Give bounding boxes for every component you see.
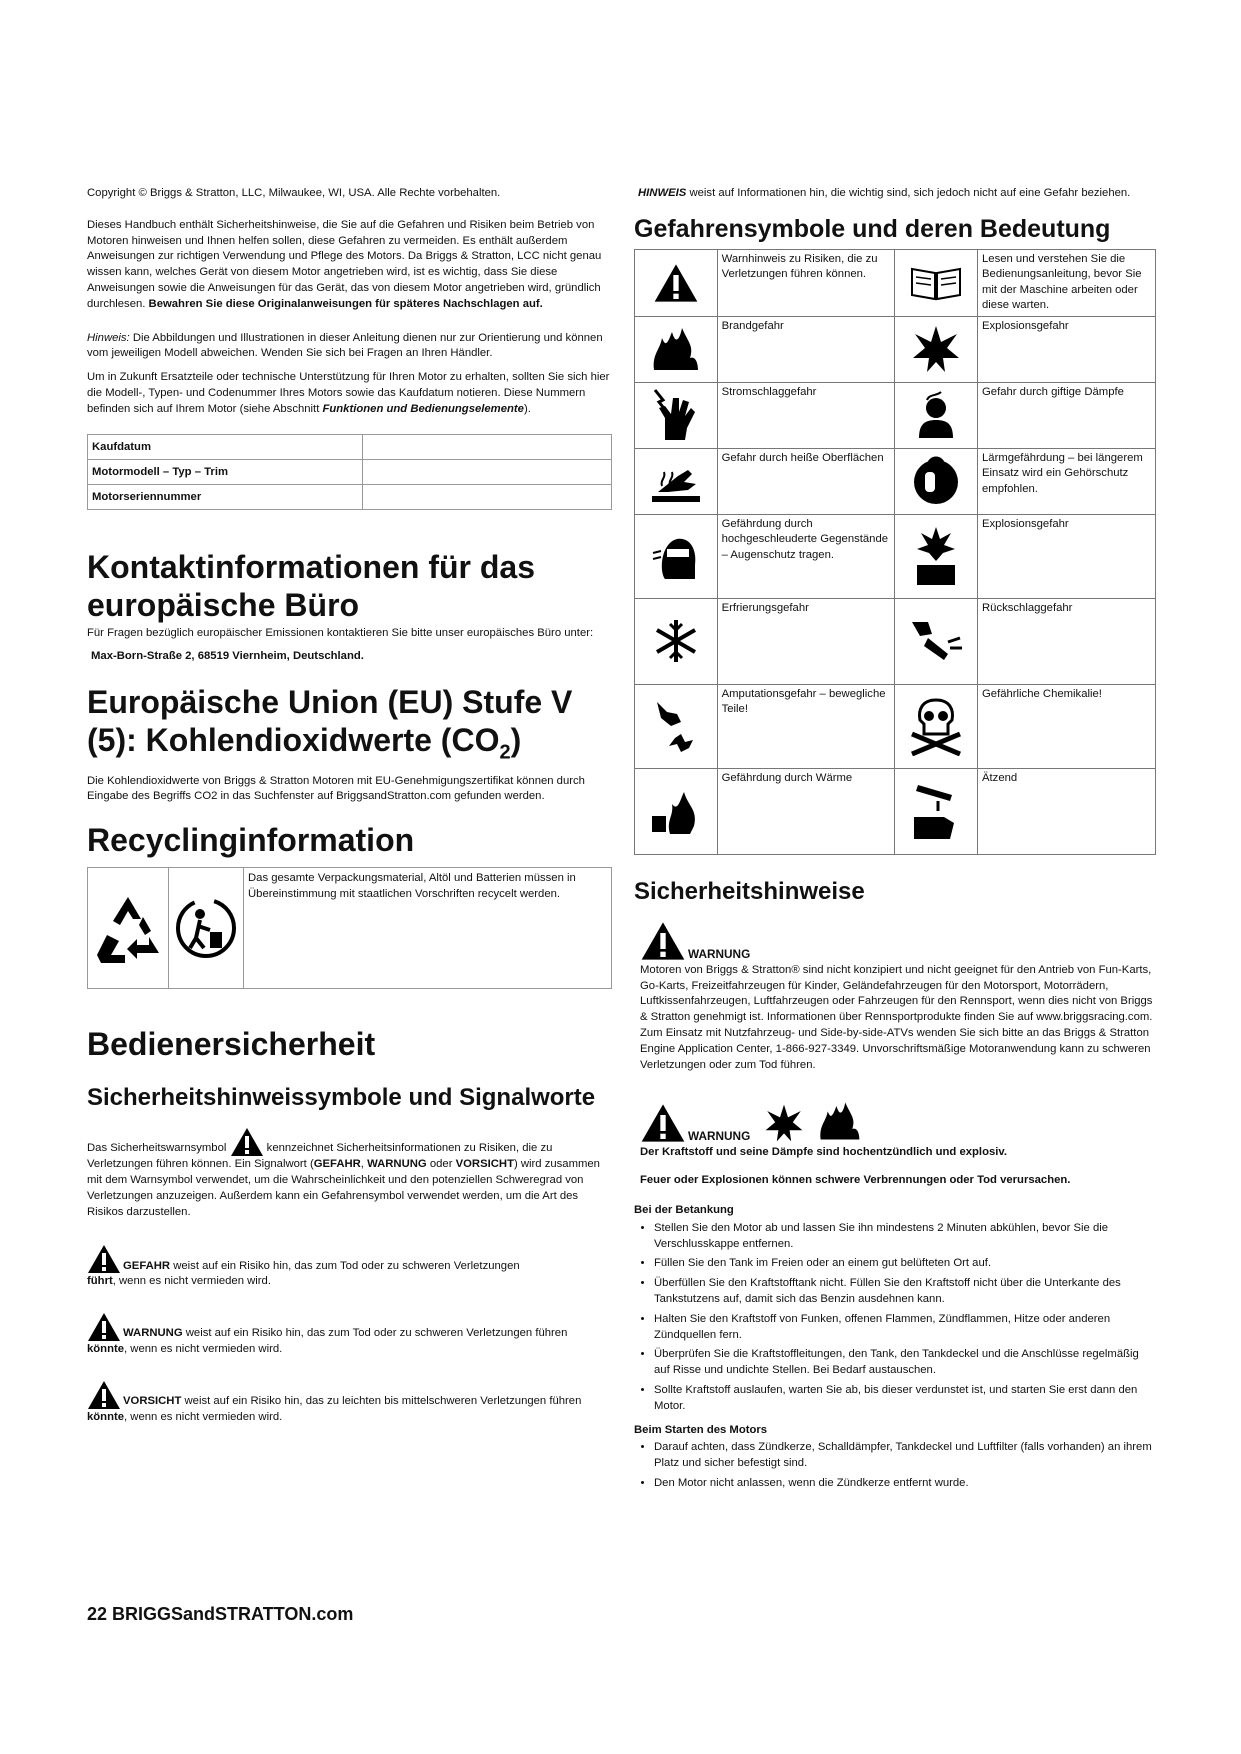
symbols-heading: Sicherheitshinweissymbole und Signalworte: [87, 1084, 596, 1112]
list-item: • Überprüfen Sie die Kraftstoffleitungen, den Tank, den Tankdeckel und die Anschlüsse regelmäßig auf Risse und undichte Stellen. Bei Bedarf austauschen.: [654, 1347, 1156, 1379]
contact-address: Max-Born-Straße 2, 68519 Viernheim, Deutschland.: [91, 650, 364, 663]
table-row: Gefahr durch heiße Oberflächen Lärmgefährdung – bei längerem Einsatz wird ein Gehörschutz empfohlen.: [635, 448, 1156, 514]
gefahr-definition: GEFAHR weist auf ein Risiko hin, das zum Tod oder zu schweren Verletzungen führt, wenn es nicht vermieden wird.: [87, 1244, 612, 1290]
symbols-paragraph: Das Sicherheitswarnsymbol kennzeichnet Sicherheitsinformationen zu Risiken, die zu Verletzungen führen können. Ein Signalwort (GEFAHR, WARNUNG oder VORSICHT) wird zusammen mit dem Warnsymbol verwendet, um die Wahrscheinlichkeit und den potenziellen Schweregrad von Verletzungen anzuzeigen. Außerdem kann ein Gefahrensymbol verwendet werden, um die Art des Risikos darzustellen.: [87, 1127, 612, 1220]
recycling-table: [87, 867, 612, 989]
parts-paragraph: Um in Zukunft Ersatzteile oder technische Unterstützung für Ihren Motor zu erhalten, sollten Sie sich hier die Modell-, Typen- und Codenummer Ihres Motors sowie das Kaufdatum notieren. Diese Nummern befinden sich auf Ihrem Motor (siehe Abschnitt Funktionen und Bedienungselemente).: [87, 371, 610, 415]
warning-triangle-icon: [87, 1312, 121, 1342]
eye-protection-icon: [635, 514, 718, 598]
warning-triangle-icon: [87, 1380, 121, 1410]
amputation-icon: [635, 684, 718, 768]
warning-block-2: WARNUNG Der Kraftstoff und seine Dämpfe sind hochentzündlich und explosiv. Feuer oder Explosionen können schwere Verbrennungen oder Tod verursachen.: [634, 1099, 1156, 1189]
list-item: • Den Motor nicht anlassen, wenn die Zündkerze entfernt wurde.: [654, 1476, 1156, 1492]
toxic-fumes-icon: [895, 382, 978, 448]
page-footer: 22 BRIGGSandSTRATTON.com: [87, 1604, 354, 1624]
intro-paragraph: Dieses Handbuch enthält Sicherheitshinweise, die Sie auf die Gefahren und Risiken beim Betrieb von Motoren hinweisen und Ihnen helfen sollen, diese Gefahren zu vermeiden. Es enthält außerdem Anweisungen zur richtigen Verwendung und Pflege des Motors. Da Briggs & Stratton, LCC nicht genau wissen kann, welches Gerät von diesem Motor angetrieben wird, ist es wichtig, dass Sie diese Anweisungen sowie die Anweisungen für das Gerät, das von diesem Motor angetrieben wird, gründlich durchlesen. Bewahren Sie diese Originalanweisungen für späteres Nachschlagen auf.: [87, 218, 602, 310]
warning-triangle-icon: [635, 249, 718, 316]
list-item: • Stellen Sie den Motor ab und lassen Sie ihn mindestens 2 Minuten abkühlen, bevor Sie die Verschlusskappe entfernen.: [654, 1221, 1156, 1253]
list-item: • Sollte Kraftstoff auslaufen, warten Sie ab, bis dieser verdunstet ist, und starten Sie erst dann den Motor.: [654, 1383, 1156, 1415]
recycle-icon: [88, 868, 169, 989]
list-item: • Überfüllen Sie den Kraftstofftank nicht. Füllen Sie den Kraftstoff nicht über die Unterkante des Tankstutzens auf, damit sich das Benzin ausdehnen kann.: [654, 1276, 1156, 1308]
table-row: Motormodell – Typ – Trim: [88, 459, 612, 484]
model-field[interactable]: [363, 459, 612, 484]
list-item: • Füllen Sie den Tank im Freien oder an einem gut belüfteten Ort auf.: [654, 1256, 1156, 1272]
warning-triangle-icon: [230, 1127, 264, 1157]
warning-block-1: WARNUNG Motoren von Briggs & Stratton® sind nicht konzipiert und nicht geeignet für den Antrieb von Fun-Karts, Go-Karts, Freizeitfahrzeugen für Kinder, Geländefahrzeugen für den Motorsport, Motorrädern, Luftkissenfahrzeugen, Luftfahrzeugen oder Fahrzeugen für den Rennsport, wenn dies nicht von Briggs & Stratton genehmigt ist. Informationen über Rennsportprodukte finden Sie auf www.briggsracing.com. Zum Einsatz mit Nutzfahrzeug- und Side-by-side-ATVs wenden Sie sich bitte an das Briggs & Stratton Engine Application Center, 1-866-927-3349. Unvorschriftsmäßige Motoranwendung kann zu schweren Verletzungen oder zum Tod führen.: [634, 921, 1156, 1074]
copyright: Copyright © Briggs & Stratton, LLC, Milwaukee, WI, USA. Alle Rechte vorbehalten.: [87, 187, 501, 199]
left-column: [87, 186, 612, 1426]
corrosive-icon: [895, 768, 978, 854]
hearing-protection-icon: [895, 448, 978, 514]
skull-crossbones-icon: [895, 684, 978, 768]
table-row: Erfrierungsgefahr Rückschlaggefahr: [635, 598, 1156, 684]
serial-field[interactable]: [363, 484, 612, 509]
warning-triangle-icon: [640, 921, 686, 961]
warning-triangle-icon: [87, 1244, 121, 1274]
eu-text: Die Kohlendioxidwerte von Briggs & Stratton Motoren mit EU-Genehmigungszertifikat können durch Eingabe des Begriffs CO2 in das Suchfenster auf BriggsandStratton.com gefunden werden.: [87, 774, 585, 803]
safety-heading: Sicherheitshinweise: [634, 877, 865, 905]
vorsicht-definition: VORSICHT weist auf ein Risiko hin, das zu leichten bis mittelschweren Verletzungen führen könnte, wenn es nicht vermieden wird.: [87, 1380, 612, 1426]
table-row: Amputationsgefahr – bewegliche Teile! Gefährliche Chemikalie!: [635, 684, 1156, 768]
recycling-heading: Recyclinginformation: [87, 822, 415, 859]
recycling-text: Das gesamte Verpackungsmaterial, Altöl und Batterien müssen in Übereinstimmung mit staatlichen Vorschriften recycelt werden.: [244, 868, 612, 989]
fire-icon: [635, 316, 718, 382]
table-row: Warnhinweis zu Risiken, die zu Verletzungen führen können. Lesen und verstehen Sie die Bedienungsanleitung, bevor Sie mit der Maschine arbeiten oder diese warten.: [635, 249, 1156, 316]
battery-explosion-icon: [895, 514, 978, 598]
kickback-icon: [895, 598, 978, 684]
hazard-symbols-heading: Gefahrensymbole und deren Bedeutung: [634, 214, 1111, 243]
start-list: [634, 1440, 1156, 1491]
right-column: [634, 186, 1156, 1496]
start-heading: Beim Starten des Motors: [634, 1423, 768, 1436]
hot-surface-icon: [635, 448, 718, 514]
tidyman-icon: [169, 868, 244, 989]
table-row: Motorseriennummer: [88, 484, 612, 509]
contact-heading: Kontaktinformationen für das europäische Büro: [87, 548, 536, 623]
refuel-list: [634, 1221, 1156, 1415]
table-row: Gefährdung durch Wärme Ätzend: [635, 768, 1156, 854]
operator-safety-heading: Bedienersicherheit: [87, 1026, 376, 1063]
table-row: Kaufdatum: [88, 434, 612, 459]
warnung-definition: WARNUNG weist auf ein Risiko hin, das zum Tod oder zu schweren Verletzungen führen könnte, wenn es nicht vermieden wird.: [87, 1312, 612, 1358]
purchase-info-table: [87, 434, 612, 510]
hazard-symbols-table: [634, 249, 1156, 855]
table-row: Stromschlaggefahr Gefahr durch giftige Dämpfe: [635, 382, 1156, 448]
purchase-date-field[interactable]: [363, 434, 612, 459]
contact-text: Für Fragen bezüglich europäischer Emissionen kontaktieren Sie bitte unser europäisches Büro unter:: [87, 626, 594, 639]
refuel-heading: Bei der Betankung: [634, 1203, 734, 1216]
explosion-icon: [895, 316, 978, 382]
list-item: • Halten Sie den Kraftstoff von Funken, offenen Flammen, Zündflammen, Hitze oder anderen Zündquellen fern.: [654, 1312, 1156, 1344]
heat-hazard-icon: [635, 768, 718, 854]
table-row: Gefährdung durch hochgeschleuderte Gegenstände – Augenschutz tragen. Explosionsgefahr: [635, 514, 1156, 598]
manual-book-icon: [895, 249, 978, 316]
table-row: Brandgefahr Explosionsgefahr: [635, 316, 1156, 382]
warning-triangle-icon: [640, 1103, 686, 1143]
frostbite-icon: [635, 598, 718, 684]
explosion-icon: [764, 1103, 804, 1143]
hinweis-definition: HINWEIS weist auf Informationen hin, die wichtig sind, sich jedoch nicht auf eine Gefahr beziehen.: [638, 187, 1131, 199]
hinweis-paragraph: Hinweis: Die Abbildungen und Illustrationen in dieser Anleitung dienen nur zur Orientierung und können vom jeweiligen Modell abweichen. Wenden Sie sich bei Fragen an Ihren Händler.: [87, 331, 603, 360]
list-item: • Darauf achten, dass Zündkerze, Schalldämpfer, Tankdeckel und Luftfilter (falls vorhanden) an ihrem Platz und sicher befestigt sind.: [654, 1440, 1156, 1472]
fire-icon: [810, 1099, 870, 1143]
eu-heading: Europäische Union (EU) Stufe V (5): Kohlendioxidwerte $(CO_2)$: [87, 684, 573, 764]
electric-shock-icon: [635, 382, 718, 448]
